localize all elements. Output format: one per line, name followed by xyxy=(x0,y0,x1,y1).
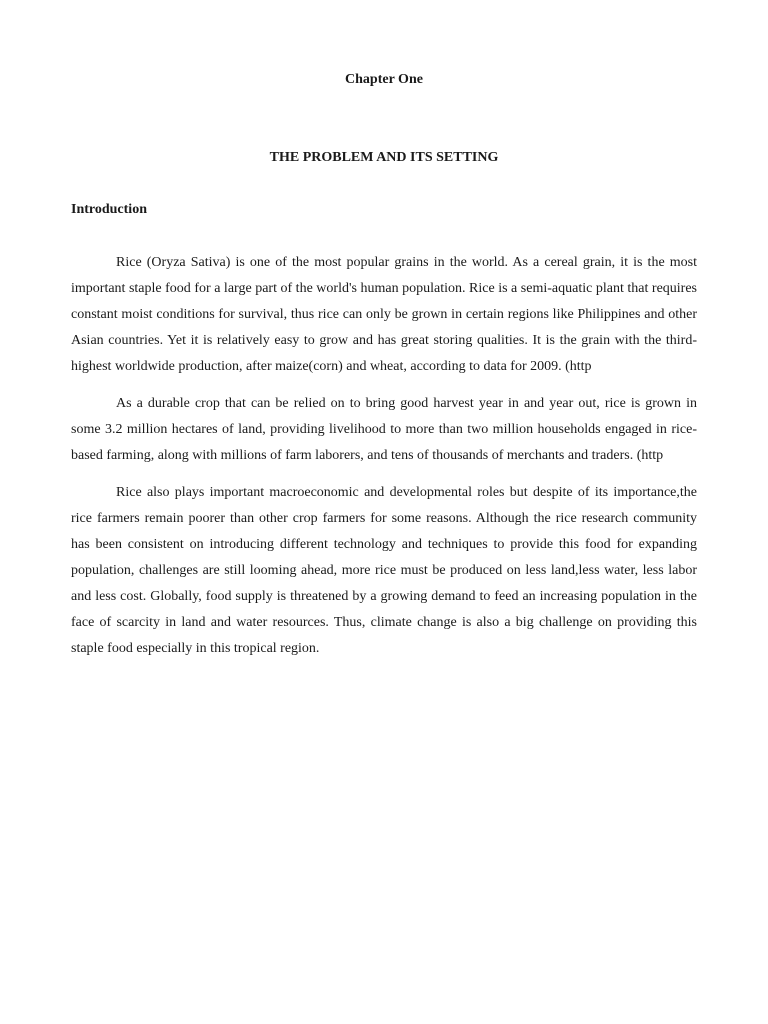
paragraph-1: Rice (Oryza Sativa) is one of the most popular grains in the world. As a cereal grain, it is the most important staple food for a large part of the world's human population. Rice is a semi-aquatic plant that requires constant moist conditions for survival, thus rice can only be grown in certain regions like Philippines and other Asian countries. Yet it is relatively easy to grow and has great storing qualities. It is the grain with the third-highest worldwide production, after maize(corn) and wheat, according to data for 2009. (http xyxy=(71,255,697,374)
section-heading: Introduction xyxy=(71,202,147,217)
body-text xyxy=(71,250,697,673)
paragraph-3: Rice also plays important macroeconomic and developmental roles but despite of its importance,the rice farmers remain poorer than other crop farmers for some reasons. Although the rice research community has been consistent on introducing different technology and techniques to provide this food for expanding population, challenges are still looming ahead, more rice must be produced on less land,less water, less labor and less cost. Globally, food supply is threatened by a growing demand to feed an increasing population in the face of scarcity in land and water resources. Thus, climate change is also a big challenge on providing this staple food especially in this tropical region. xyxy=(71,485,697,656)
chapter-label: Chapter One xyxy=(345,72,423,87)
paragraph-2: As a durable crop that can be relied on to bring good harvest year in and year out, rice is grown in some 3.2 million hectares of land, providing livelihood to more than two million households engaged in rice-based farming, along with millions of farm laborers, and tens of thousands of merchants and traders. (http xyxy=(71,396,697,463)
chapter-title: THE PROBLEM AND ITS SETTING xyxy=(269,150,499,165)
